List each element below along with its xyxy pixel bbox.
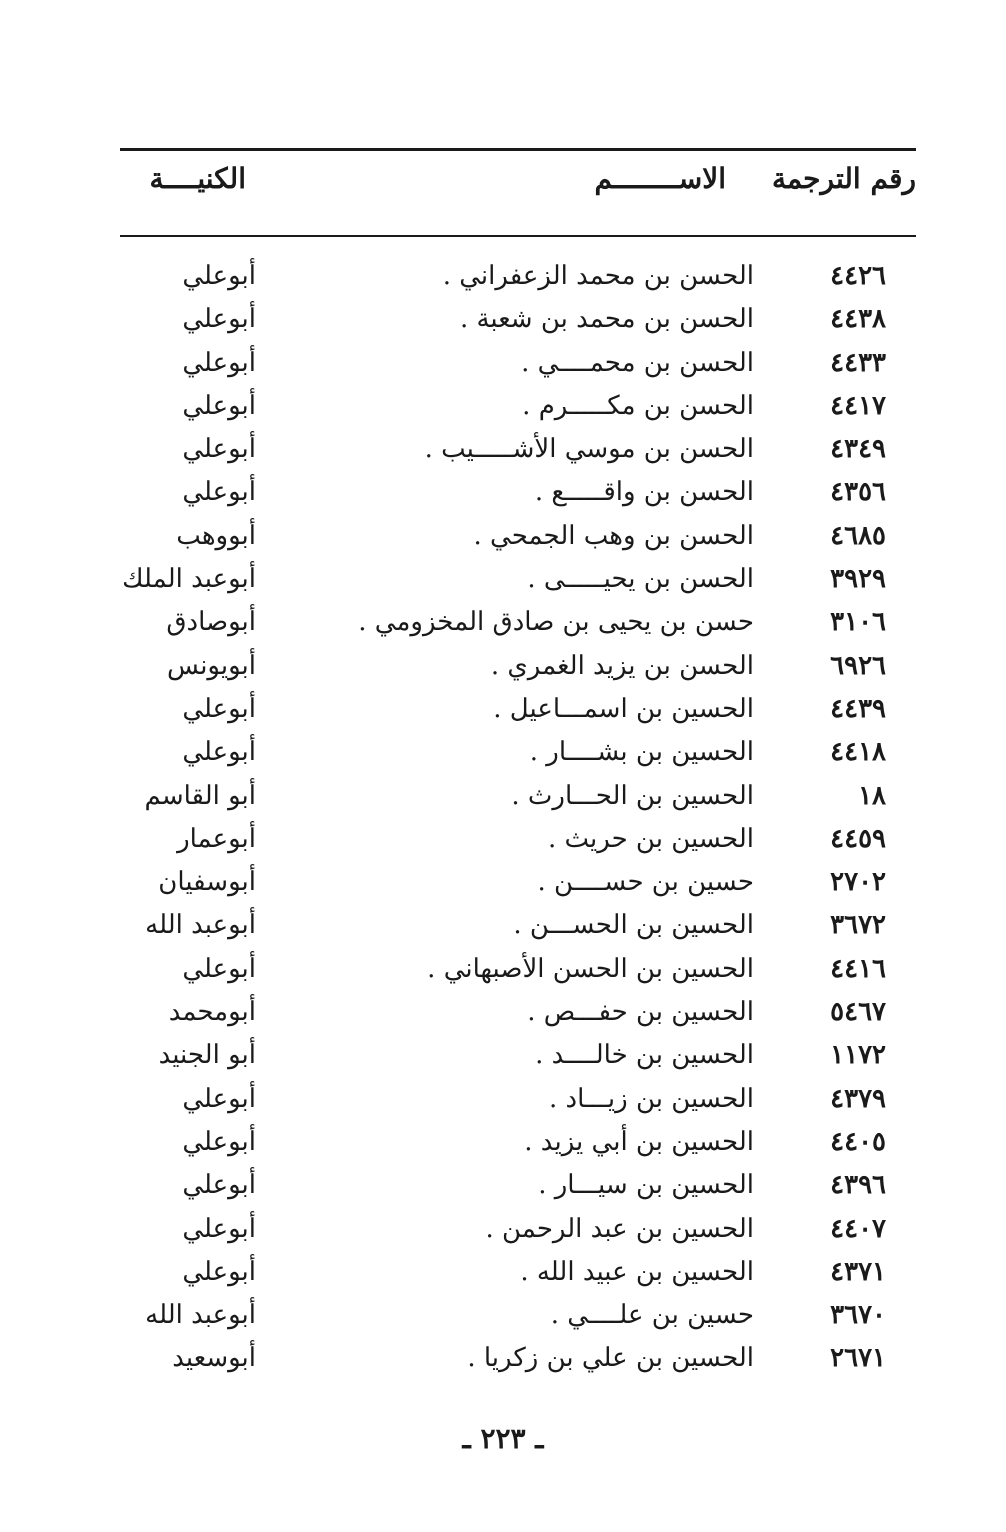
entry-kunya: أبوعلي [182, 1256, 256, 1287]
entry-number: ٤٣٩٦ [830, 1170, 886, 1201]
table-row [0, 1078, 1006, 1121]
entry-name: الحسن بن يزيد الغمري . [490, 650, 754, 681]
entry-name: الحسين بن بشــــار . [529, 737, 754, 768]
entry-number: ٤٤٥٩ [830, 823, 886, 854]
entry-name: الحسين بن عبد الرحمن . [485, 1213, 754, 1244]
entry-kunya: أبوعلي [182, 477, 256, 508]
entry-number: ٤٣٧١ [830, 1256, 886, 1287]
table-row [0, 515, 1006, 558]
entry-kunya: أبو الجنيد [158, 1040, 256, 1071]
table-row [0, 1164, 1006, 1207]
entry-kunya: أبووهب [176, 520, 256, 551]
entry-number: ٣٩٢٩ [830, 564, 886, 595]
entry-kunya: أبوعبد الله [145, 1300, 256, 1331]
entry-number: ٤٤٣٩ [830, 693, 886, 724]
entry-name: الحسين بن الحسن الأصبهاني . [427, 953, 754, 984]
entry-kunya: أبوصادق [166, 607, 256, 638]
entry-kunya: أبوعلي [182, 261, 256, 291]
table-row [0, 471, 1006, 514]
table-row [0, 861, 1006, 904]
entry-number: ٣٦٧٠ [830, 1300, 886, 1331]
table-row [0, 1251, 1006, 1294]
entry-number: ٢٧٠٢ [830, 867, 886, 898]
table-row [0, 255, 1006, 298]
entry-number: ٤٤٠٥ [830, 1126, 886, 1157]
table-row [0, 1121, 1006, 1164]
entry-name: الحسين بن سيـــار . [538, 1170, 754, 1201]
entry-name: الحسين بن حريث . [547, 823, 754, 854]
table-header [120, 162, 916, 212]
entry-number: ١١٧٢ [830, 1040, 886, 1071]
entry-kunya: أبوعلي [182, 1126, 256, 1157]
entry-number: ٤٤٠٧ [830, 1213, 886, 1244]
table-row [0, 342, 1006, 385]
entry-name: الحسن بن واقـــــع . [534, 477, 754, 508]
entry-name: حسن بن يحيى بن صادق المخزومي . [358, 607, 754, 638]
entry-name: الحسن بن محمد بن شعبة . [459, 304, 754, 335]
entry-number: ٣٦٧٢ [830, 910, 886, 941]
entry-kunya: أبوعلي [182, 693, 256, 724]
entry-number: ٤٣٥٦ [830, 477, 886, 508]
entry-number: ٣١٠٦ [830, 607, 886, 638]
table-body [0, 255, 1006, 1381]
entry-kunya: أبوعلي [182, 434, 256, 465]
entry-number: ٤٦٨٥ [830, 520, 886, 551]
table-row [0, 818, 1006, 861]
entry-number: ٤٤١٧ [830, 390, 886, 421]
entry-kunya: أبوعمار [177, 823, 256, 854]
entry-kunya: أبوعلي [182, 1083, 256, 1114]
table-row [0, 688, 1006, 731]
entry-number: ٤٤٢٦ [830, 261, 886, 291]
entry-kunya: أبوعبد الله [145, 910, 256, 941]
table-row [0, 904, 1006, 947]
table-row [0, 948, 1006, 991]
table-row [0, 991, 1006, 1034]
entry-name: الحسين بن أبي يزيد . [524, 1126, 754, 1157]
entry-number: ١٨ [858, 780, 886, 811]
entry-kunya: أبوعلي [182, 737, 256, 768]
entry-kunya: أبو القاسم [144, 780, 256, 811]
entry-kunya: أبويونس [167, 650, 256, 681]
entry-number: ٤٤٣٨ [830, 304, 886, 335]
header-number: رقم الترجمة [771, 162, 916, 195]
table-row [0, 1294, 1006, 1337]
table-row [0, 385, 1006, 428]
table-row [0, 298, 1006, 341]
entry-name: حسين بن حســــن . [537, 867, 754, 898]
header-name: الاســــــــم [594, 162, 726, 195]
entry-kunya: أبوعلي [182, 1170, 256, 1201]
entry-name: الحسين بن الحســـن . [513, 910, 754, 941]
entry-name: الحسن بن وهب الجمحي . [473, 520, 754, 551]
table-row [0, 645, 1006, 688]
entry-number: ٤٤١٦ [830, 953, 886, 984]
entry-number: ٤٤٣٣ [830, 347, 886, 378]
table-row [0, 775, 1006, 818]
header-rule [120, 235, 916, 237]
entry-number: ٤٤١٨ [830, 737, 886, 768]
header-kunya: الكنيــــة [149, 162, 246, 195]
table-row [0, 601, 1006, 644]
entry-kunya: أبوسعيد [172, 1343, 256, 1374]
table-row [0, 1208, 1006, 1251]
entry-number: ٢٦٧١ [830, 1343, 886, 1374]
entry-name: الحسين بن حفـــص . [527, 997, 754, 1028]
entry-name: الحسين بن اسمـــاعيل . [493, 693, 754, 724]
table-row [0, 1034, 1006, 1077]
entry-name: الحسن بن محمــــي . [521, 347, 754, 378]
page-number: ـ ٢٢٣ ـ [462, 1422, 544, 1455]
entry-name: الحسن بن مكـــــرم . [522, 390, 754, 421]
entry-number: ٥٤٦٧ [830, 997, 886, 1028]
entry-kunya: أبوعلي [182, 304, 256, 335]
entry-kunya: أبوعلي [182, 1213, 256, 1244]
entry-name: الحسين بن علي بن زكريا . [467, 1343, 754, 1374]
table-row [0, 1337, 1006, 1380]
top-rule [120, 148, 916, 151]
entry-number: ٦٩٢٦ [830, 650, 886, 681]
entry-name: الحسين بن الحـــارث . [511, 780, 754, 811]
entry-name: الحسين بن زيـــاد . [549, 1083, 754, 1114]
entry-kunya: أبوعلي [182, 390, 256, 421]
entry-name: الحسن بن موسي الأشـــــيب . [424, 434, 754, 465]
entry-kunya: أبومحمد [168, 997, 256, 1028]
entry-name: الحسين بن خالــــد . [535, 1040, 754, 1071]
entry-number: ٤٣٧٩ [830, 1083, 886, 1114]
entry-number: ٤٣٤٩ [830, 434, 886, 465]
entry-name: الحسن بن يحيـــــى . [527, 564, 754, 595]
entry-kunya: أبوعلي [182, 953, 256, 984]
entry-name: حسين بن علــــي . [550, 1300, 754, 1331]
table-row [0, 428, 1006, 471]
table-row [0, 558, 1006, 601]
entry-name: الحسين بن عبيد الله . [520, 1256, 754, 1287]
entry-kunya: أبوسفيان [158, 867, 256, 898]
entry-name: الحسن بن محمد الزعفراني . [442, 261, 754, 291]
table-row [0, 731, 1006, 774]
entry-kunya: أبوعلي [182, 347, 256, 378]
entry-kunya: أبوعبد الملك [122, 564, 256, 595]
